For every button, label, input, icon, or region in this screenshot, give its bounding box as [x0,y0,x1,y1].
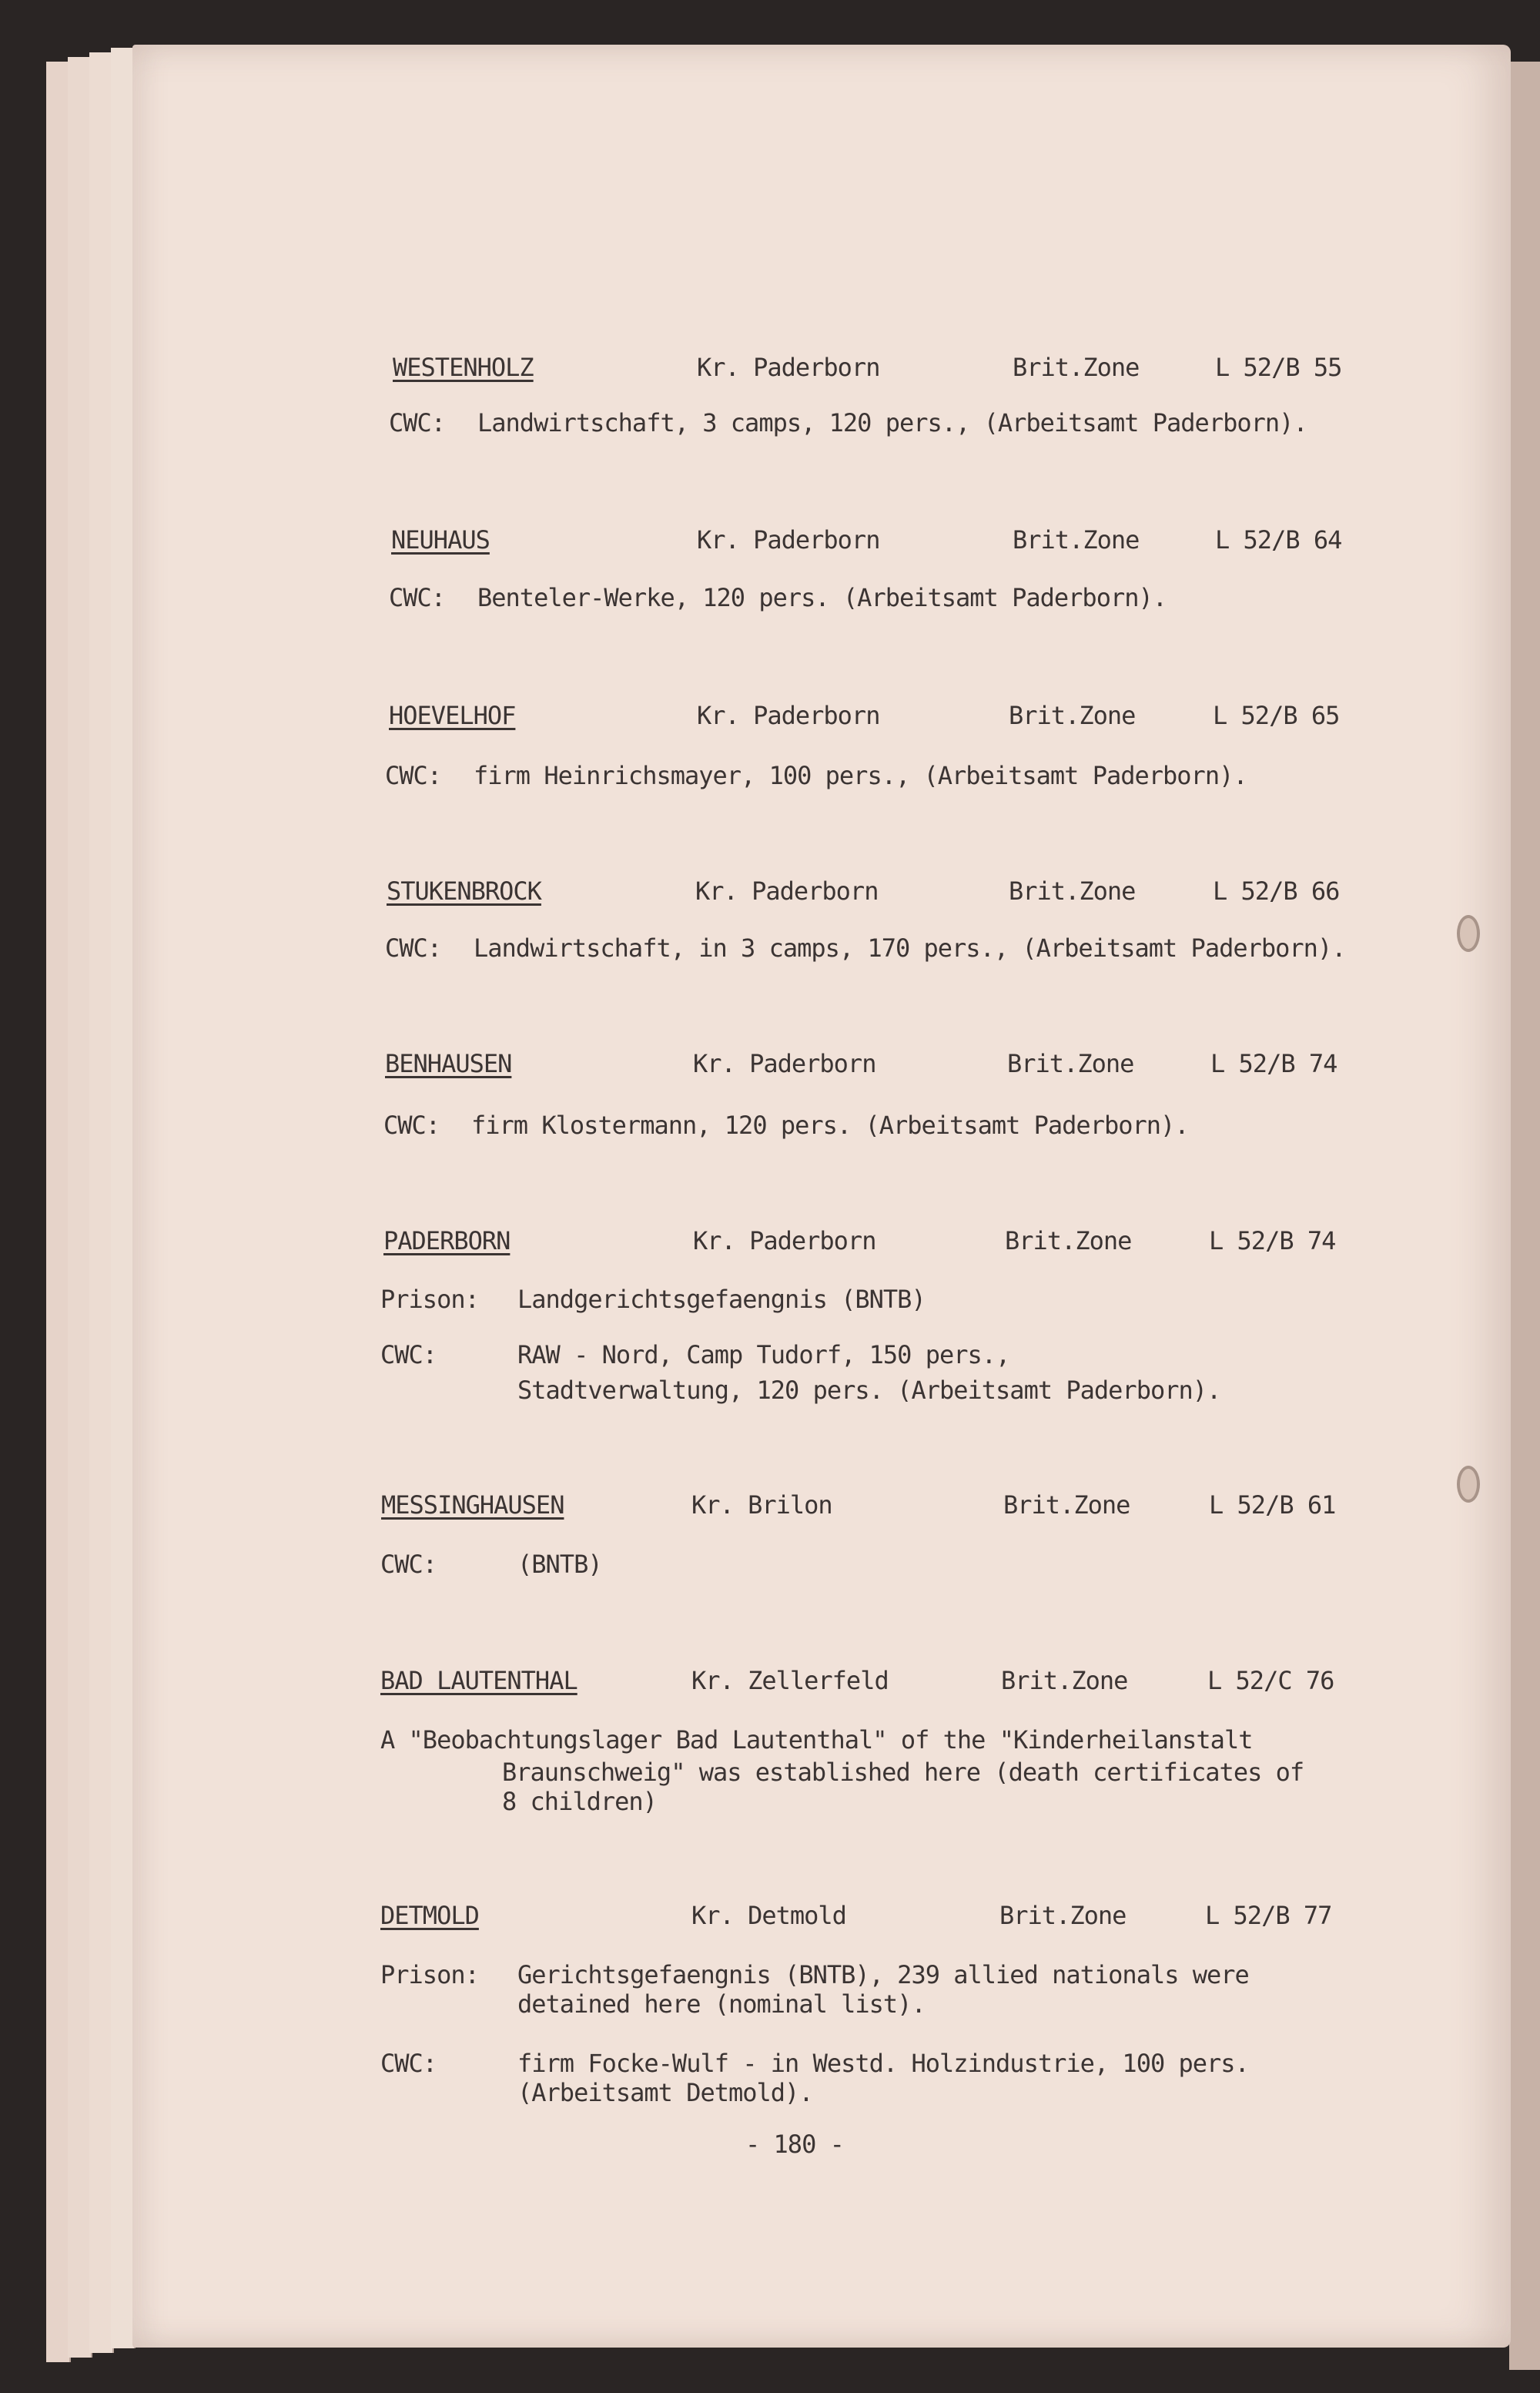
entry-detail: Stadtverwaltung, 120 pers. (Arbeitsamt Paderborn). [517,1376,1221,1405]
entry-label: CWC: [380,2049,437,2078]
entry-district: Kr. Paderborn [697,701,880,730]
entry-label: CWC: [383,1111,440,1140]
entry-zone: Brit.Zone [1003,1490,1130,1520]
entry-detail: 8 children) [502,1787,657,1816]
binding-hole [1457,915,1480,952]
entry-place: MESSINGHAUSEN [381,1490,564,1520]
entry-zone: Brit.Zone [1013,525,1140,555]
entry-place: BAD LAUTENTHAL [380,1666,578,1695]
entry-label: CWC: [380,1550,437,1579]
entry-district: Kr. Paderborn [697,353,880,382]
entry-zone: Brit.Zone [1013,353,1140,382]
entry-reference: L 52/B 61 [1209,1490,1336,1520]
entry-detail: Braunschweig" was established here (death certificates of [502,1758,1304,1787]
entry-label: CWC: [385,761,442,790]
entry-detail: RAW - Nord, Camp Tudorf, 150 pers., [517,1340,1010,1369]
entry-reference: L 52/B 64 [1215,525,1342,555]
entry-district: Kr. Detmold [691,1901,846,1930]
entry-place: NEUHAUS [391,525,490,555]
entry-detail: detained here (nominal list). [517,1989,926,2019]
entry-detail: Landgerichtsgefaengnis (BNTB) [517,1285,926,1314]
entry-label: CWC: [389,583,446,612]
entry-detail: Landwirtschaft, 3 camps, 120 pers., (Arbeitsamt Paderborn). [477,408,1307,437]
entry-detail: A "Beobachtungslager Bad Lautenthal" of the "Kinderheilanstalt [380,1725,1253,1755]
entry-zone: Brit.Zone [1009,701,1136,730]
entry-zone: Brit.Zone [1009,876,1136,906]
entry-place: WESTENHOLZ [393,353,534,382]
entry-detail: firm Klostermann, 120 pers. (Arbeitsamt Paderborn). [471,1111,1189,1140]
entry-reference: L 52/B 55 [1215,353,1342,382]
entry-reference: L 52/B 65 [1213,701,1340,730]
entry-reference: L 52/C 76 [1207,1666,1334,1695]
entry-reference: L 52/B 74 [1210,1049,1337,1078]
entry-detail: (BNTB) [517,1550,602,1579]
entry-place: BENHAUSEN [385,1049,512,1078]
entry-detail: Benteler-Werke, 120 pers. (Arbeitsamt Paderborn). [477,583,1167,612]
entry-label: Prison: [380,1285,479,1314]
entry-detail: firm Heinrichsmayer, 100 pers., (Arbeitsamt Paderborn). [474,761,1247,790]
entry-zone: Brit.Zone [1005,1226,1132,1255]
entry-label: CWC: [380,1340,437,1369]
entry-zone: Brit.Zone [1001,1666,1128,1695]
entry-district: Kr. Brilon [691,1490,832,1520]
entry-district: Kr. Paderborn [693,1049,876,1078]
entry-place: STUKENBROCK [387,876,541,906]
entry-district: Kr. Paderborn [693,1226,876,1255]
entry-place: HOEVELHOF [389,701,516,730]
entry-reference: L 52/B 77 [1205,1901,1332,1930]
entry-label: CWC: [389,408,446,437]
entry-district: Kr. Zellerfeld [691,1666,889,1695]
entry-detail: Landwirtschaft, in 3 camps, 170 pers., (Arbeitsamt Paderborn). [474,933,1346,963]
entry-district: Kr. Paderborn [697,525,880,555]
entry-label: Prison: [380,1960,479,1989]
entry-reference: L 52/B 74 [1209,1226,1336,1255]
entry-place: PADERBORN [383,1226,511,1255]
entry-zone: Brit.Zone [1007,1049,1134,1078]
entry-district: Kr. Paderborn [695,876,879,906]
facing-page-edge [1509,62,1540,2370]
entry-label: CWC: [385,933,442,963]
binding-hole [1457,1466,1480,1503]
entry-detail: firm Focke-Wulf - in Westd. Holzindustrie, 100 pers. [517,2049,1249,2078]
entry-detail: Gerichtsgefaengnis (BNTB), 239 allied nationals were [517,1960,1249,1989]
entry-place: DETMOLD [380,1901,479,1930]
entry-detail: (Arbeitsamt Detmold). [517,2078,813,2107]
entry-reference: L 52/B 66 [1213,876,1340,906]
page-number: - 180 - [745,2130,844,2159]
entry-zone: Brit.Zone [999,1901,1127,1930]
